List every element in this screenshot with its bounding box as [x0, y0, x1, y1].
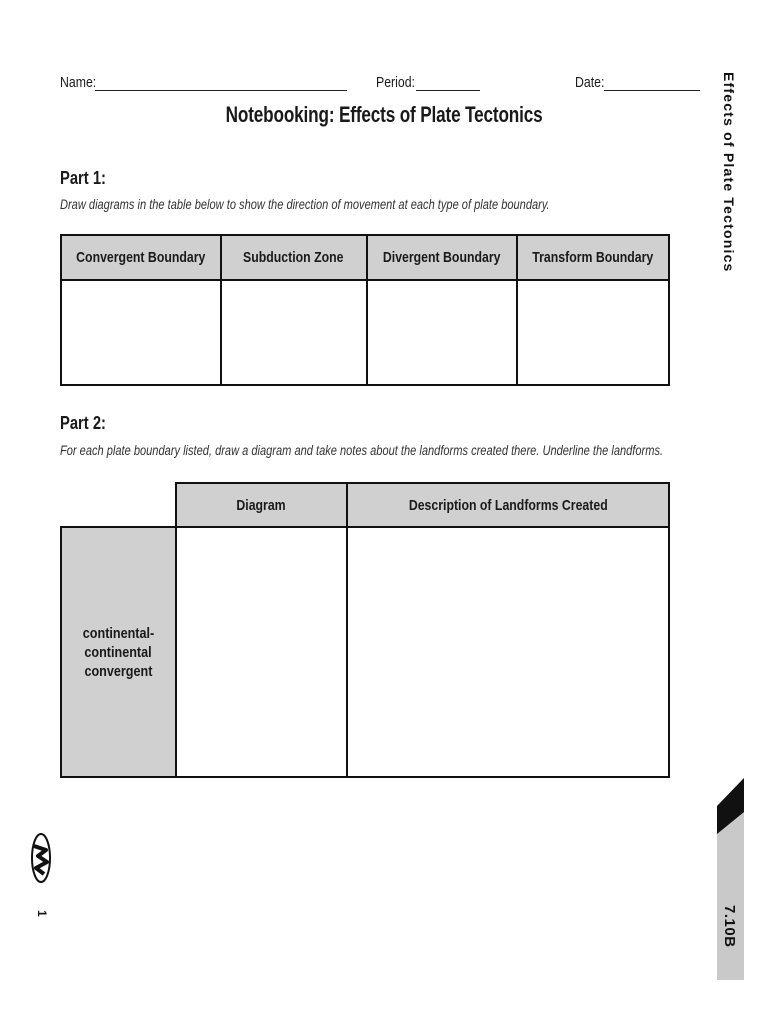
drawing-cell-subduction[interactable] — [221, 280, 367, 385]
drawing-cell-transform[interactable] — [517, 280, 669, 385]
drawing-cell-divergent[interactable] — [367, 280, 518, 385]
col-header-diagram: Diagram — [176, 483, 347, 527]
diagram-cell[interactable] — [176, 527, 347, 777]
name-label: Name: — [60, 74, 97, 91]
period-label: Period: — [376, 74, 415, 91]
row-header-continental-convergent: continental- continental convergent — [61, 527, 176, 777]
part2-instructions: For each plate boundary listed, draw a diagram and take notes about the landforms created there. Underline the landforms. — [60, 443, 664, 458]
part1-instructions: Draw diagrams in the table below to show the direction of movement at each type of plate boundary. — [60, 197, 550, 212]
col-header-subduction: Subduction Zone — [221, 235, 367, 280]
date-label: Date: — [575, 74, 605, 91]
col-header-divergent: Divergent Boundary — [367, 235, 518, 280]
table-row — [61, 527, 669, 777]
publisher-logo-icon — [30, 832, 52, 884]
col-header-convergent: Convergent Boundary — [61, 235, 221, 280]
page-number: 1 — [35, 910, 49, 917]
date-field[interactable] — [575, 74, 705, 94]
corner-cell — [61, 483, 176, 527]
part1-table — [60, 234, 670, 386]
description-cell[interactable] — [347, 527, 669, 777]
part1-heading: Part 1: — [60, 168, 106, 188]
date-input-line[interactable] — [604, 90, 700, 91]
col-header-description: Description of Landforms Created — [347, 483, 669, 527]
part2-heading: Part 2: — [60, 413, 106, 433]
period-field[interactable] — [376, 74, 486, 94]
standard-tab-label: 7.10B — [721, 905, 738, 948]
name-field[interactable] — [60, 74, 350, 94]
page-title: Notebooking: Effects of Plate Tectonics — [225, 102, 543, 127]
drawing-cell-convergent[interactable] — [61, 280, 221, 385]
side-title: Effects of Plate Tectonics — [721, 72, 737, 273]
part2-table — [60, 482, 670, 778]
name-input-line[interactable] — [95, 90, 347, 91]
col-header-transform: Transform Boundary — [517, 235, 669, 280]
period-input-line[interactable] — [416, 90, 480, 91]
